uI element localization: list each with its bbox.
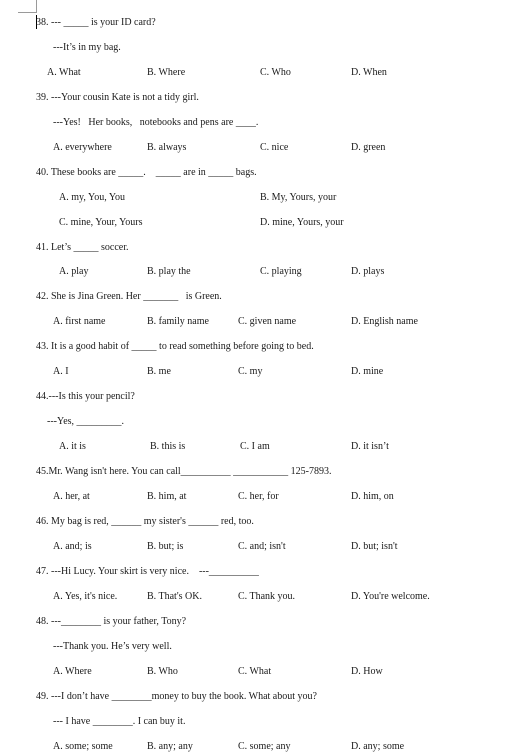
q40-stem-text: 40. These books are _____. _____ are in _____ bags. xyxy=(36,167,257,178)
q38-stem-text: 38. --- _____ is your ID card? xyxy=(36,17,156,28)
q48-response-text: ---Thank you. He’s very well. xyxy=(53,641,172,652)
q41-opt-c-text: C. playing xyxy=(260,266,302,277)
q44-opt-b-text: B. this is xyxy=(150,441,186,452)
q42-opt-a-text: A. first name xyxy=(53,316,106,327)
q38-opt-d-text: D. When xyxy=(351,67,387,78)
q48-stem-text: 48. ---________ is your father, Tony? xyxy=(36,616,187,627)
q45-opt-d-text: D. him, on xyxy=(351,491,394,502)
q43-opt-a-text: A. I xyxy=(53,366,69,377)
q43-stem-text: 43. It is a good habit of _____ to read something before going to bed. xyxy=(36,341,314,352)
q49-opt-a-text: A. some; some xyxy=(53,741,113,752)
q39-opt-a-text: A. everywhere xyxy=(53,142,112,153)
q38-response-text: ---It’s in my bag. xyxy=(53,42,121,53)
q40-opt-a-text: A. my, You, You xyxy=(59,192,126,203)
q46-opt-c-text: C. and; isn't xyxy=(238,541,286,552)
q46-opt-d-text: D. but; isn't xyxy=(351,541,398,552)
q40-opt-c-text: C. mine, Your, Yours xyxy=(59,217,143,228)
q47-opt-c-text: C. Thank you. xyxy=(238,591,296,602)
q39-opt-c-text: C. nice xyxy=(260,142,289,153)
q38-opt-b-text: B. Where xyxy=(147,67,186,78)
q40-opt-d-text: D. mine, Yours, your xyxy=(260,217,344,228)
q41-opt-a-text: A. play xyxy=(59,266,89,277)
q46-stem-text: 46. My bag is red, ______ my sister's ______ red, too. xyxy=(36,516,254,527)
q41-opt-b-text: B. play the xyxy=(147,266,191,277)
q49-opt-b-text: B. any; any xyxy=(147,741,193,752)
q43-opt-c-text: C. my xyxy=(238,366,263,377)
q39-response-text: ---Yes! Her books, notebooks and pens are ____. xyxy=(53,117,259,128)
q38-opt-c-text: C. Who xyxy=(260,67,291,78)
q47-opt-d-text: D. You're welcome. xyxy=(351,591,430,602)
q48-opt-a-text: A. Where xyxy=(53,666,92,677)
q49-stem-text: 49. ---I don’t have ________money to buy the book. What about you? xyxy=(36,691,317,702)
q42-opt-c-text: C. given name xyxy=(238,316,297,327)
q38-opt-a-text: A. What xyxy=(47,67,81,78)
q41-stem-text: 41. Let’s _____ soccer. xyxy=(36,242,129,253)
q42-stem-text: 42. She is Jina Green. Her _______ is Green. xyxy=(36,291,222,302)
q41-opt-d-text: D. plays xyxy=(351,266,385,277)
q46-opt-b-text: B. but; is xyxy=(147,541,184,552)
q47-opt-a-text: A. Yes, it's nice. xyxy=(53,591,118,602)
q47-stem-text: 47. ---Hi Lucy. Your skirt is very nice. ---__________ xyxy=(36,566,259,577)
q48-opt-b-text: B. Who xyxy=(147,666,178,677)
q45-opt-c-text: C. her, for xyxy=(238,491,279,502)
page-corner-mark xyxy=(18,0,37,13)
q44-opt-d-text: D. it isn’t xyxy=(351,441,389,452)
q40-opt-b-text: B. My, Yours, your xyxy=(260,192,337,203)
q44-stem-text: 44.---Is this your pencil? xyxy=(36,391,135,402)
q44-opt-a-text: A. it is xyxy=(59,441,86,452)
q45-opt-a-text: A. her, at xyxy=(53,491,90,502)
q46-opt-a-text: A. and; is xyxy=(53,541,92,552)
q48-opt-d-text: D. How xyxy=(351,666,383,677)
q43-opt-d-text: D. mine xyxy=(351,366,384,377)
q49-opt-d-text: D. any; some xyxy=(351,741,405,752)
q39-opt-d-text: D. green xyxy=(351,142,386,153)
q49-response-text: --- I have ________. I can buy it. xyxy=(53,716,186,727)
q45-opt-b-text: B. him, at xyxy=(147,491,187,502)
q44-opt-c-text: C. I am xyxy=(240,441,270,452)
q43-opt-b-text: B. me xyxy=(147,366,171,377)
q42-opt-d-text: D. English name xyxy=(351,316,418,327)
q44-response-text: ---Yes, _________. xyxy=(47,416,125,427)
q39-opt-b-text: B. always xyxy=(147,142,187,153)
q45-stem-text: 45.Mr. Wang isn't here. You can call__________ ___________ 125-7893. xyxy=(36,466,332,477)
q42-opt-b-text: B. family name xyxy=(147,316,209,327)
q49-opt-c-text: C. some; any xyxy=(238,741,291,752)
q39-stem-text: 39. ---Your cousin Kate is not a tidy girl. xyxy=(36,92,199,103)
q47-opt-b-text: B. That's OK. xyxy=(147,591,202,602)
q48-opt-c-text: C. What xyxy=(238,666,272,677)
